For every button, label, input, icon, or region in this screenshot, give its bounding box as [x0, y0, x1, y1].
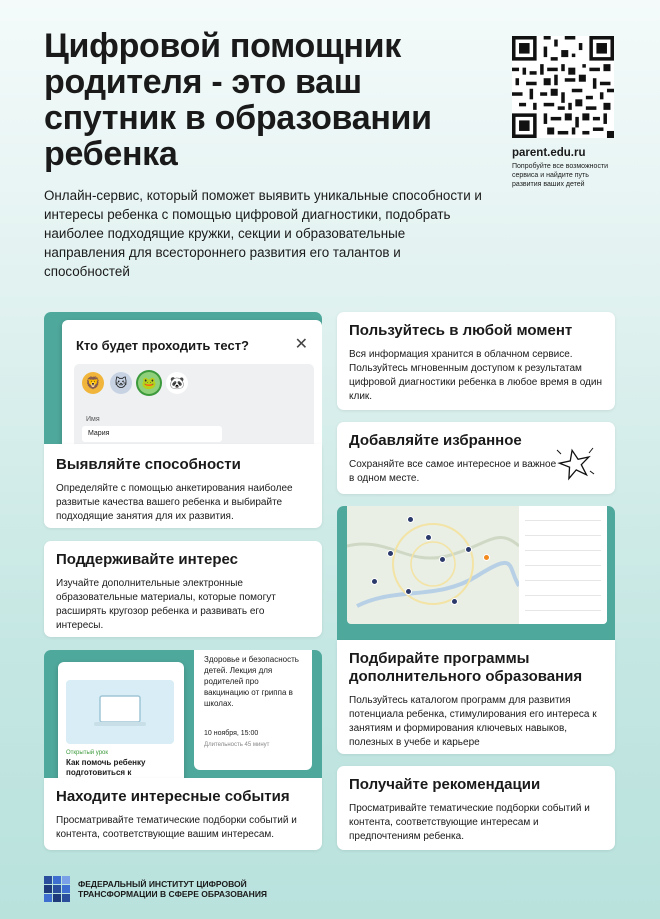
- qr-note: Попробуйте все возможности сервиса и найдите путь развития ваших детей: [512, 163, 609, 188]
- card-recommendations-title: Получайте рекомендации: [349, 776, 541, 793]
- qr-block: [512, 36, 622, 189]
- name-input[interactable]: Мария: [82, 426, 222, 442]
- card-recommendations-text: Просматривайте тематические подборки событий и контента, соответствующие интересам и предпочтениям ребенка.: [349, 803, 590, 842]
- event-subtitle: Как помочь ребенку подготовиться к: [66, 758, 146, 777]
- test-dialog: [62, 320, 322, 444]
- test-dialog-title: Кто будет проходить тест?: [76, 338, 249, 353]
- name-label: Имя: [86, 416, 100, 423]
- map-pin[interactable]: [387, 550, 394, 557]
- card-events-title: Находите интересные события: [56, 788, 290, 805]
- card-recommendations: [337, 766, 615, 850]
- cat-avatar-icon[interactable]: 🐱: [110, 372, 132, 394]
- event-duration: Длительность 45 минут: [204, 742, 270, 748]
- event-card[interactable]: [58, 662, 184, 778]
- card-interest-text: Изучайте дополнительные электронные образовательные материалы, которые помогут расширять кругозор ребенка и развивать его интересы.: [56, 578, 276, 631]
- programs-illustration: [337, 506, 615, 640]
- card-anytime-text: Вся информация хранится в облачном сервисе. Пользуйтесь мгновенным доступом к результатам цифровой диагностики ребенка в любое время в один клик.: [349, 349, 602, 402]
- star-icon: [553, 444, 597, 484]
- map-preview[interactable]: [347, 506, 607, 624]
- avatar-row: [82, 372, 188, 394]
- page-lead: Онлайн-сервис, который поможет выявить уникальные способности и интересы ребенка с помощью цифровой диагностики, подобрать наиболее подходящие кружки, секции и образовательные направления для всестороннего развития его талантов и способностей: [44, 188, 482, 279]
- event-text: Здоровье и безопасность детей. Лекция для родителей про вакцинацию от гриппа в школах.: [204, 655, 299, 708]
- event-date: 10 ноября, 15:00: [204, 730, 259, 737]
- card-events: [44, 778, 322, 850]
- card-programs: [337, 640, 615, 754]
- map-pin[interactable]: [371, 578, 378, 585]
- page-title: Цифровой помощник родителя - это ваш спутник в образовании ребенка: [44, 27, 432, 173]
- close-icon[interactable]: ✕: [294, 336, 308, 353]
- footer: [44, 876, 318, 902]
- lion-avatar-icon[interactable]: 🦁: [82, 372, 104, 394]
- event-description: [194, 650, 312, 770]
- qr-code-icon[interactable]: [512, 36, 614, 138]
- card-programs-title: Подбирайте программы дополнительного образования: [349, 650, 583, 685]
- card-favorites-title: Добавляйте избранное: [349, 432, 522, 449]
- frog-avatar-icon[interactable]: 🐸: [138, 372, 160, 394]
- institute-logo-icon: [44, 876, 70, 902]
- events-illustration: [44, 650, 322, 778]
- map-pin[interactable]: [451, 598, 458, 605]
- card-abilities-text: Определяйте с помощью анкетирования наиболее развитые качества вашего ребенка и выбирайте подходящие занятия для их развития.: [56, 483, 293, 522]
- card-events-text: Просматривайте тематические подборки событий и контента, соответствующие вашим интересам.: [56, 815, 297, 840]
- card-favorites: [337, 422, 615, 494]
- map-pin-selected[interactable]: [483, 554, 490, 561]
- abilities-illustration: [44, 312, 322, 444]
- card-interest: [44, 541, 322, 637]
- map-pin[interactable]: [425, 534, 432, 541]
- laptop-icon: [66, 680, 174, 744]
- map-pin[interactable]: [405, 588, 412, 595]
- map-results-list[interactable]: [519, 506, 607, 624]
- panda-avatar-icon[interactable]: 🐼: [166, 372, 188, 394]
- card-abilities: [44, 444, 322, 528]
- map-pin[interactable]: [439, 556, 446, 563]
- event-tag: Открытый урок: [66, 750, 108, 756]
- card-favorites-text: Сохраняйте все самое интересное и важное в одном месте.: [349, 459, 557, 484]
- qr-url[interactable]: parent.edu.ru: [512, 147, 586, 159]
- card-interest-title: Поддерживайте интерес: [56, 551, 239, 568]
- test-form: [74, 364, 314, 444]
- footer-org-name: ФЕДЕРАЛЬНЫЙ ИНСТИТУТ ЦИФРОВОЙ ТРАНСФОРМАЦИИ В СФЕРЕ ОБРАЗОВАНИЯ: [78, 879, 268, 899]
- map-pin[interactable]: [465, 546, 472, 553]
- card-anytime: [337, 312, 615, 410]
- card-programs-text: Пользуйтесь каталогом программ для развития потенциала ребенка, стимулирования его интереса к занятиям и формирования ключевых навыков, полезных в учебе и карьере: [349, 695, 597, 748]
- map-pin[interactable]: [407, 516, 414, 523]
- card-anytime-title: Пользуйтесь в любой момент: [349, 322, 573, 339]
- card-abilities-title: Выявляйте способности: [56, 456, 241, 473]
